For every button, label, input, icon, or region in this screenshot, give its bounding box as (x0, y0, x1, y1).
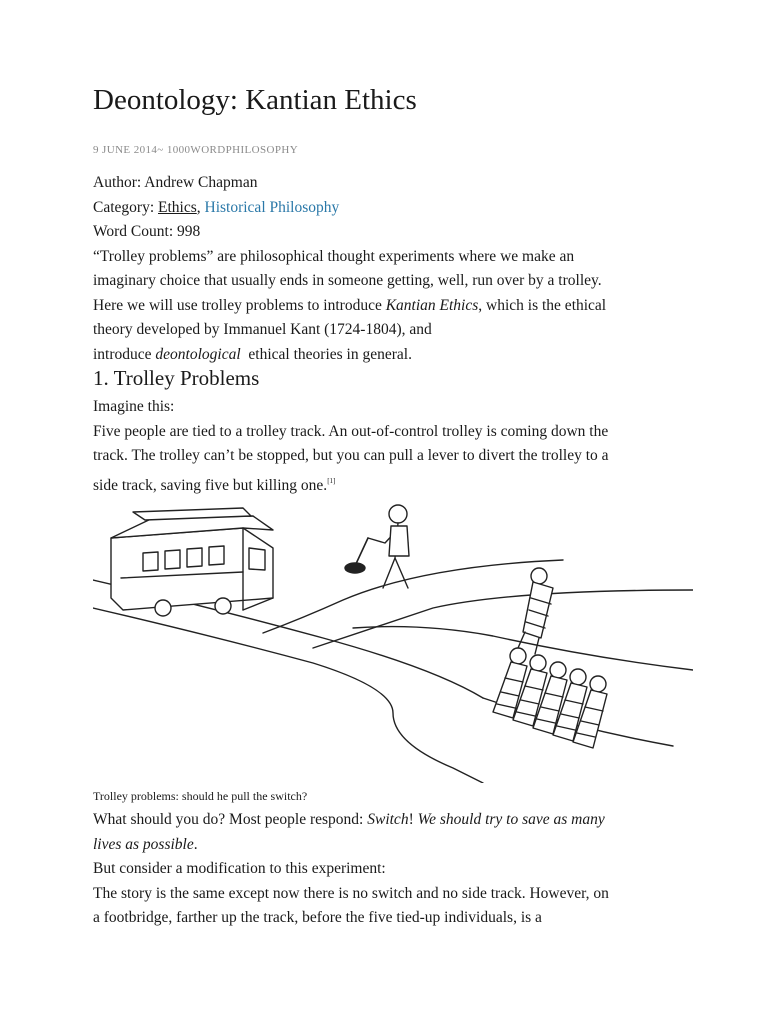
response-line-2 (93, 833, 683, 858)
intro-line-5 (93, 343, 683, 368)
category-ethics-link[interactable]: Ethics (158, 198, 197, 216)
site-name-link[interactable]: 1000WORDPHILOSOPHY (166, 144, 299, 156)
word-count-label: Word Count: (93, 223, 178, 240)
intro-line-3 (93, 294, 683, 319)
category-label: Category: (93, 198, 158, 216)
category-separator: , (196, 198, 205, 216)
response-line-1 (93, 808, 683, 833)
section-1-continued (93, 808, 683, 931)
lever-man-icon (345, 505, 409, 588)
figure-caption: Trolley problems: should he pull the switch? (93, 789, 308, 803)
scenario-line-1: Five people are tied to a trolley track. An out-of-control trolley is coming down the (93, 422, 609, 440)
response-text: ! (408, 811, 418, 828)
category-line (93, 196, 683, 221)
five-tied-people-icon (493, 648, 607, 748)
intro-text: introduce (93, 345, 156, 363)
modification-line: But consider a modification to this experiment: (93, 860, 386, 877)
kantian-ethics-term: Kantian Ethics (385, 296, 479, 314)
article-header-info (93, 171, 683, 367)
response-text: . (193, 835, 198, 853)
intro-line-2: imaginary choice that usually ends in someone getting, well, run over by a trolley. (93, 272, 602, 289)
author-line (93, 171, 683, 196)
trolley-problem-illustration (93, 498, 693, 783)
intro-text: ethical theories in general. (240, 345, 412, 363)
main-track-rail-lower (93, 608, 483, 783)
word-count-value: 998 (177, 223, 201, 240)
footbridge-line-2: a footbridge, farther up the track, before the five tied-up individuals, is a (93, 909, 542, 926)
section-1-intro (93, 395, 683, 498)
meta-separator: ~ (157, 144, 167, 156)
section-heading-trolley-problems: 1. Trolley Problems (93, 366, 260, 390)
article-title: Deontology: Kantian Ethics (93, 84, 417, 116)
post-date-link[interactable]: 9 JUNE 2014 (93, 144, 158, 156)
switch-term: Switch (367, 811, 409, 828)
tied-person-side-track-icon (518, 568, 553, 654)
category-historical-philosophy-link[interactable]: Historical Philosophy (204, 198, 340, 216)
paragraph-imagine: Imagine this: (93, 398, 175, 415)
author-label: Author: (93, 174, 145, 191)
post-meta (93, 144, 298, 156)
word-count-line (93, 220, 683, 245)
intro-text: , which is the ethical (478, 296, 607, 314)
intro-text: Here we will use trolley problems to introduce (93, 296, 386, 314)
intro-line-4: theory developed by Immanuel Kant (1724-1804), and (93, 321, 432, 338)
trolley-icon (111, 508, 273, 616)
intro-line-1: “Trolley problems” are philosophical thought experiments where we make an (93, 247, 575, 265)
footbridge-line-1: The story is the same except now there is no switch and no side track. However, on (93, 884, 609, 902)
response-text: What should you do? Most people respond: (93, 811, 368, 828)
author-name: Andrew Chapman (144, 174, 258, 191)
scenario-line-3 (93, 469, 683, 499)
response-italic: lives as possible (93, 835, 194, 853)
deontological-term: deontological (155, 345, 241, 363)
footnote-1-link[interactable]: [1] (327, 476, 336, 485)
scenario-line-2: track. The trolley can’t be stopped, but you can pull a lever to divert the trolley to a (93, 447, 609, 464)
response-italic: We should try to save as many (417, 811, 605, 828)
side-track-rail-2 (313, 590, 693, 648)
scenario-text: side track, saving five but killing one. (93, 476, 328, 494)
